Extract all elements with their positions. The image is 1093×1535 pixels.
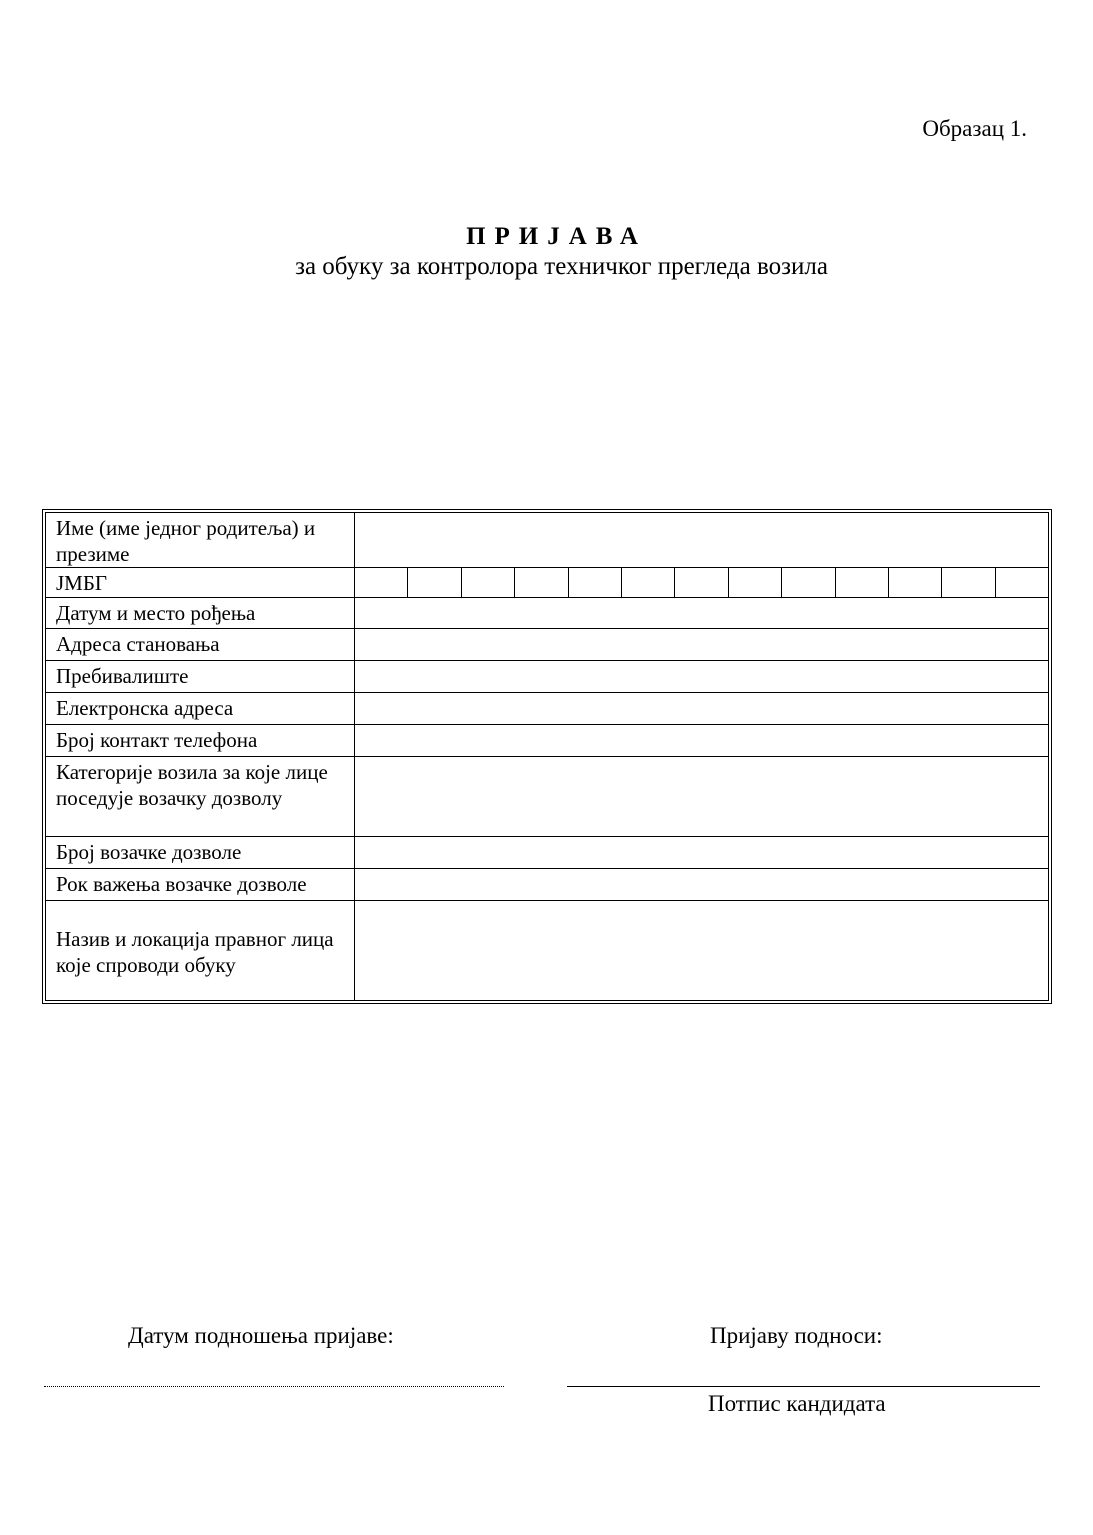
table-row [46,513,1049,568]
jmbg-digit-box[interactable] [408,568,461,597]
jmbg-digit-box[interactable] [622,568,675,597]
signature-line[interactable] [567,1386,1040,1387]
jmbg-digit-box[interactable] [462,568,515,597]
field-license-number[interactable] [355,837,1049,869]
form-number: Образац 1. [922,116,1027,141]
field-email[interactable] [355,693,1049,725]
field-residence[interactable] [355,661,1049,693]
application-table [42,509,1052,1004]
row-label-name: Име (име једног родитеља) и презиме [46,513,355,568]
table-row [46,661,1049,693]
field-jmbg [355,568,1049,598]
signature-caption: Потпис кандидата [708,1391,886,1416]
row-label-license-validity: Рок важења возачке дозволе [46,869,355,901]
row-label-email: Електронска адреса [46,693,355,725]
row-label-jmbg: ЈМБГ [46,568,355,598]
table-row [46,693,1049,725]
field-categories[interactable] [355,757,1049,837]
table-row [46,869,1049,901]
jmbg-digit-box[interactable] [782,568,835,597]
row-label-birth: Датум и место рођења [46,598,355,629]
row-label-license-number: Број возачке дозволе [46,837,355,869]
jmbg-digit-box[interactable] [729,568,782,597]
date-line[interactable] [44,1386,504,1387]
jmbg-digit-box[interactable] [675,568,728,597]
applicant-label: Пријаву подноси: [710,1323,883,1348]
jmbg-digit-boxes [355,568,1048,597]
jmbg-digit-box[interactable] [355,568,408,597]
form-title: ПРИЈАВА [466,223,647,250]
field-address[interactable] [355,629,1049,661]
field-license-validity[interactable] [355,869,1049,901]
jmbg-digit-box[interactable] [515,568,568,597]
table-row [46,568,1049,598]
jmbg-digit-box[interactable] [889,568,942,597]
row-label-phone: Број контакт телефона [46,725,355,757]
table-row [46,725,1049,757]
table-row [46,837,1049,869]
application-grid [45,512,1049,1001]
field-training-entity[interactable] [355,901,1049,1001]
jmbg-digit-box[interactable] [996,568,1048,597]
field-phone[interactable] [355,725,1049,757]
row-label-categories: Категорије возила за које лице поседује возачку дозволу [46,757,355,837]
form-subtitle: за обуку за контролора техничког прегледа возила [295,253,828,280]
table-row [46,901,1049,1001]
table-row [46,757,1049,837]
table-row [46,629,1049,661]
submission-date-label: Датум подношења пријаве: [128,1323,394,1348]
jmbg-digit-box[interactable] [942,568,995,597]
field-birth[interactable] [355,598,1049,629]
table-row [46,598,1049,629]
row-label-residence: Пребивалиште [46,661,355,693]
field-name[interactable] [355,513,1049,568]
title-block [0,222,1093,281]
row-label-training-entity: Назив и локација правног лица које спроводи обуку [46,901,355,1001]
jmbg-digit-box[interactable] [836,568,889,597]
row-label-address: Адреса становања [46,629,355,661]
jmbg-digit-box[interactable] [569,568,622,597]
